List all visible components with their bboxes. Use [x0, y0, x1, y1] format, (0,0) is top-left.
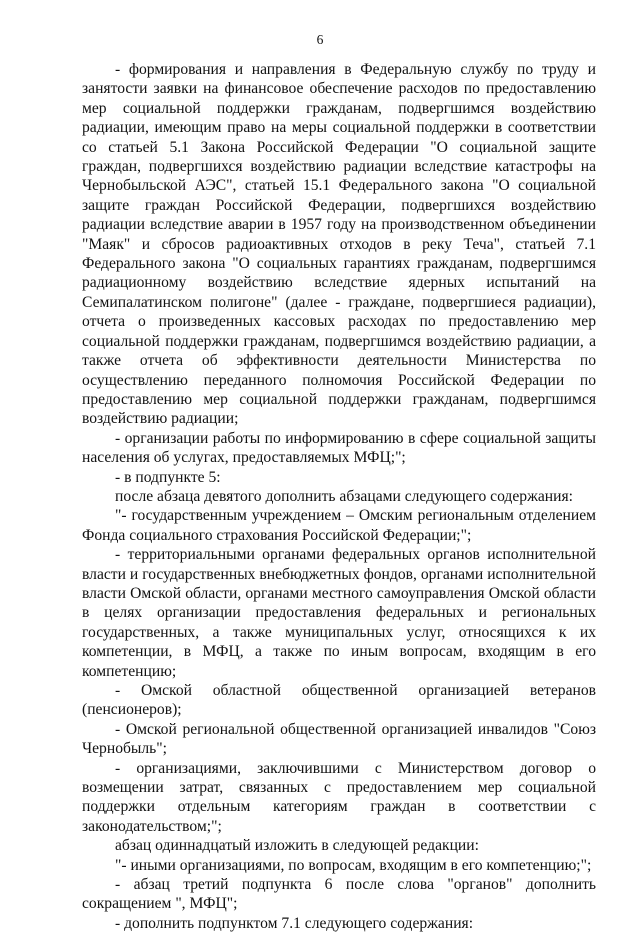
paragraph: - абзац третий подпункта 6 после слова "органов" дополнить сокращением ", МФЦ";	[82, 876, 596, 913]
body-text	[82, 60, 596, 933]
paragraph: - территориальными органами федеральных органов исполнительной власти и государственных внебюджетных фондов, органами исполнительной власти Омской области, органами местного самоуправления Омской области в целях организации предоставления федеральных и региональных государственных, а также муниципальных услуг, относящихся к их компетенции, в МФЦ, а также по иным вопросам, входящим в его компетенцию;	[82, 546, 596, 680]
paragraph: - Омской областной общественной организацией ветеранов (пенсионеров);	[82, 682, 596, 719]
paragraph: - в подпункте 5:	[115, 468, 221, 486]
paragraph: - формирования и направления в Федеральную службу по труду и занятости заявки на финансовое обеспечение расходов по предоставлению мер социальной поддержки гражданам, подвергшимся воздействию радиации, имеющим право на меры социальной поддержки в соответствии со статьей 5.1 Закона Российской Федерации "О социальной защите граждан, подвергшихся воздействию радиации вследствие катастрофы на Чернобыльской АЭС", статьей 15.1 Федерального закона "О социальной защите граждан Российской Федерации, подвергшихся воздействию радиации вследствие аварии в 1957 году на производственном объединении "Маяк" и сбросов радиоактивных отходов в реку Теча", статьей 7.1 Федерального закона "О социальных гарантиях гражданам, подвергшимся радиационному воздействию вследствие ядерных испытаний на Семипалатинском полигоне" (далее - граждане, подвергшиеся радиации), отчета о произведенных кассовых расходах по предоставлению мер социальной поддержки гражданам, подвергшимся воздействию радиации, а также отчета об эффективности деятельности Министерства по осуществлению переданного полномочия Российской Федерации по предоставлению мер социальной поддержки гражданам, подвергшимся воздействию радиации;	[82, 61, 596, 428]
paragraph: - организациями, заключившими с Министерством договор о возмещении затрат, связанных с предоставлением мер социальной поддержки отдельным категориям граждан в соответствии с законодательством;";	[82, 759, 596, 835]
paragraph: - Омской региональной общественной организацией инвалидов "Союз Чернобыль";	[82, 720, 596, 758]
paragraph: абзац одиннадцатый изложить в следующей редакции:	[115, 837, 479, 855]
paragraph: - организации работы по информированию в сфере социальной защиты населения об услугах, предоставляемых МФЦ;";	[82, 429, 596, 467]
paragraph: "- иными организациями, по вопросам, входящим в его компетенцию;";	[115, 856, 592, 874]
paragraph: - дополнить подпунктом 7.1 следующего содержания:	[115, 914, 474, 932]
paragraph: "- государственным учреждением – Омским региональным отделением Фонда социального страхования Российской Федерации;";	[82, 507, 596, 544]
page-number: 6	[316, 32, 324, 47]
paragraph: после абзаца девятого дополнить абзацами следующего содержания:	[115, 487, 573, 505]
